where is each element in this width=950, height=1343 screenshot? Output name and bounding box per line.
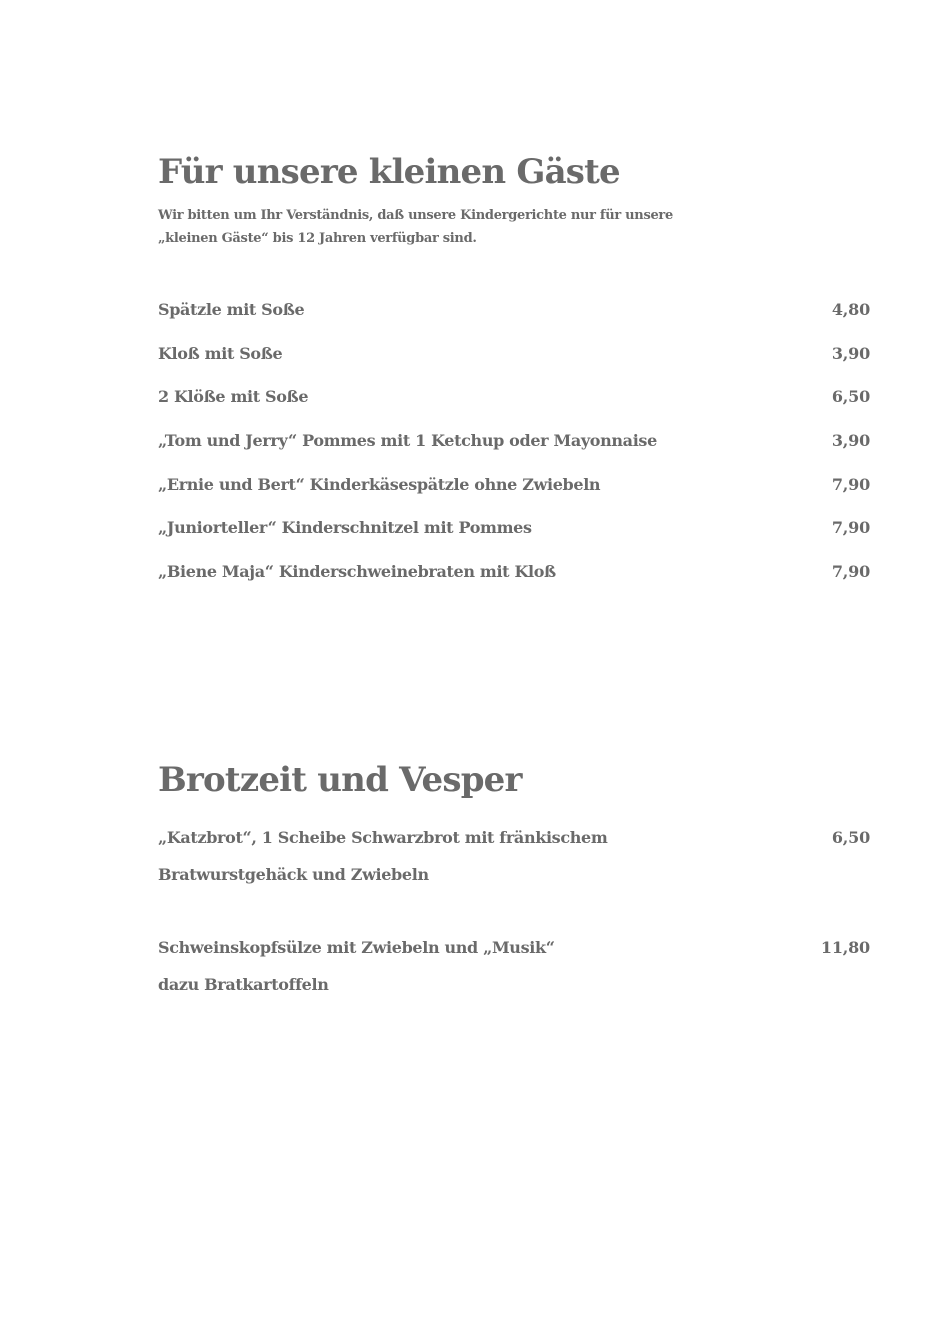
menu-item-name: „Juniorteller“ Kinderschnitzel mit Pommes [158,518,532,537]
menu-item-price: 3,90 [831,431,870,450]
menu-item [158,827,870,893]
menu-item [158,517,870,547]
menu-item [158,561,870,591]
menu-item [158,386,870,416]
menu-item-price: 4,80 [831,300,870,319]
menu-item-price: 3,90 [831,344,870,363]
kids-intro-line-2: „kleinen Gäste“ bis 12 Jahren verfügbar sind. [158,231,477,246]
menu-item-name: „Tom und Jerry“ Pommes mit 1 Ketchup oder Mayonnaise [158,431,657,450]
menu-item-name: Spätzle mit Soße [158,300,305,319]
menu-item [158,430,870,460]
menu-item-name: Schweinskopfsülze mit Zwiebeln und „Musik“ [158,938,555,957]
menu-item-name: 2 Klöße mit Soße [158,387,309,406]
menu-item-name: „Ernie und Bert“ Kinderkäsespätzle ohne Zwiebeln [158,475,601,494]
kids-section-title: Für unsere kleinen Gäste [158,152,620,192]
brotzeit-section-title: Brotzeit und Vesper [158,760,522,800]
menu-item-description: dazu Bratkartoffeln [158,975,329,994]
menu-item [158,937,870,1003]
menu-item-price: 7,90 [831,562,870,581]
menu-item-price: 6,50 [831,828,870,847]
menu-item-name: „Biene Maja“ Kinderschweinebraten mit Kloß [158,562,556,581]
kids-intro-line-1: Wir bitten um Ihr Verständnis, daß unsere Kindergerichte nur für unsere [158,208,673,223]
menu-item-description: Bratwurstgehäck und Zwiebeln [158,865,429,884]
menu-item-price: 11,80 [820,938,870,957]
menu-item-name: „Katzbrot“, 1 Scheibe Schwarzbrot mit fränkischem [158,828,608,847]
menu-item [158,299,870,329]
menu-item-price: 6,50 [831,387,870,406]
menu-item [158,343,870,373]
kids-intro-text [158,204,758,250]
menu-item-name: Kloß mit Soße [158,344,283,363]
menu-item [158,474,870,504]
menu-item-price: 7,90 [831,475,870,494]
menu-item-price: 7,90 [831,518,870,537]
